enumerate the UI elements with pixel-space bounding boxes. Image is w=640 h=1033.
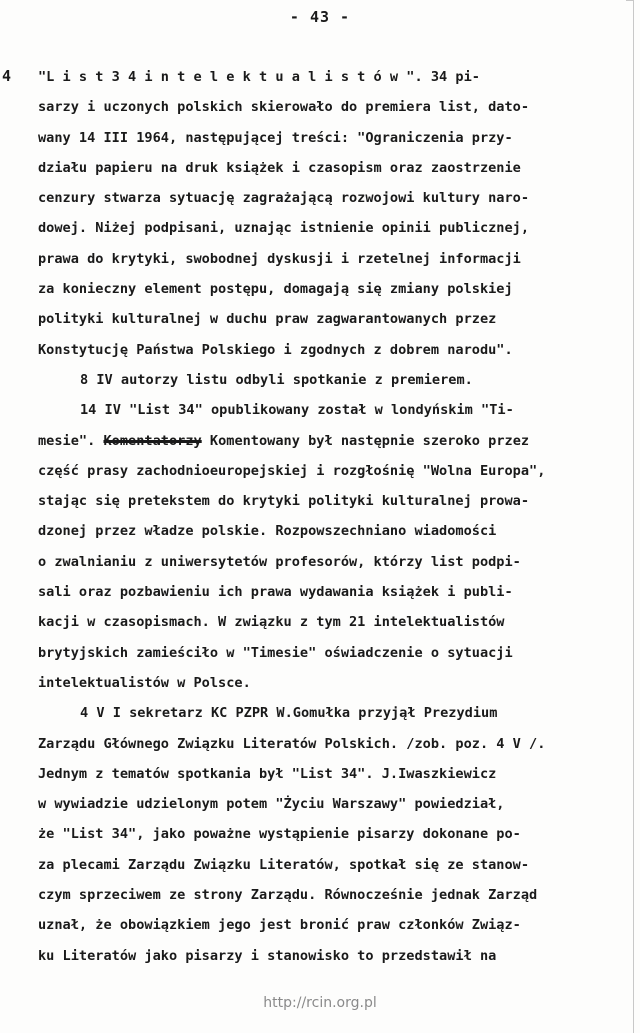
text-line: czym sprzeciwem ze strony Zarządu. Równocześnie jednak Zarząd — [38, 887, 538, 904]
page-number: - 43 - — [289, 8, 351, 26]
text-fragment: mesie". — [38, 432, 96, 449]
text-line: 14 IV "List 34" opublikowany został w londyńskim "Ti- — [80, 402, 514, 419]
text-line: o zwalnianiu z uniwersytetów profesorów, którzy list podpi- — [38, 553, 521, 570]
text-line: "L i s t 3 4 i n t e l e k t u a l i s t ó w ". 34 pi- — [38, 69, 480, 85]
text-line: sarzy i uczonych polskich skierowało do premiera list, dato- — [38, 99, 530, 116]
source-url-footer: http://rcin.org.pl — [263, 995, 377, 1011]
text-line: uznał, że obowiązkiem jego jest bronić praw członków Związ- — [38, 917, 521, 934]
text-line: dowej. Niżej podpisani, uznając istnienie opinii publicznej, — [38, 220, 530, 237]
text-line: brytyjskich zamieściło w "Timesie" oświadczenie o sytuacji — [38, 644, 513, 661]
text-line: sali oraz pozbawieniu ich prawa wydawania książek i publi- — [38, 584, 513, 601]
text-line: za konieczny element postępu, domagają się zmiany polskiej — [38, 281, 513, 298]
text-line: wany 14 III 1964, następującej treści: "Ograniczenia przy- — [38, 129, 513, 146]
typed-text-body — [38, 62, 628, 971]
text-line: że "List 34", jako poważne wystąpienie pisarzy dokonane po- — [38, 826, 521, 843]
text-line: 4 V I sekretarz KC PZPR W.Gomułka przyjął Prezydium — [80, 705, 498, 722]
text-line-with-strikeout — [38, 426, 628, 456]
text-line: Konstytucję Państwa Polskiego i zgodnych z dobrem narodu". — [38, 341, 513, 358]
text-line: działu papieru na druk książek i czasopism oraz zaostrzenie — [38, 159, 521, 176]
page-corner-mark — [626, 0, 634, 1]
text-line: cenzury stwarza sytuację zagrażającą rozwojowi kultury naro- — [38, 190, 530, 207]
text-line: intelektualistów w Polsce. — [38, 674, 251, 691]
text-line: Zarządu Głównego Związku Literatów Polskich. /zob. poz. 4 V /. — [38, 735, 546, 752]
text-line: polityki kulturalnej w duchu praw zagwarantowanych przez — [38, 311, 497, 328]
text-line: prawa do krytyki, swobodnej dyskusji i rzetelnej informacji — [38, 250, 521, 267]
text-line: Jednym z tematów spotkania był "List 34". J.Iwaszkiewicz — [38, 765, 497, 782]
text-fragment: Komentowany był następnie szeroko przez — [209, 432, 530, 449]
struck-out-word: Komentatorzy — [103, 432, 202, 449]
text-line: kacji w czasopismach. W związku z tym 21 intelektualistów — [38, 614, 505, 631]
text-line: za plecami Zarządu Związku Literatów, spotkał się ze stanow- — [38, 856, 530, 873]
text-line: w wywiadzie udzielonym potem "Życiu Warszawy" powiedział, — [38, 796, 505, 813]
margin-entry-number: 4 — [2, 67, 12, 85]
text-line: ku Literatów jako pisarzy i stanowisko to przedstawił na — [38, 947, 497, 964]
page-edge-line — [633, 0, 634, 1033]
text-line: stając się pretekstem do krytyki polityki kulturalnej prowa- — [38, 493, 530, 510]
text-line: 8 IV autorzy listu odbyli spotkanie z premierem. — [80, 371, 473, 388]
text-line: dzonej przez władze polskie. Rozpowszechniano wiadomości — [38, 523, 497, 540]
text-line: część prasy zachodnioeuropejskiej i rozgłośnię "Wolna Europa", — [38, 462, 546, 479]
